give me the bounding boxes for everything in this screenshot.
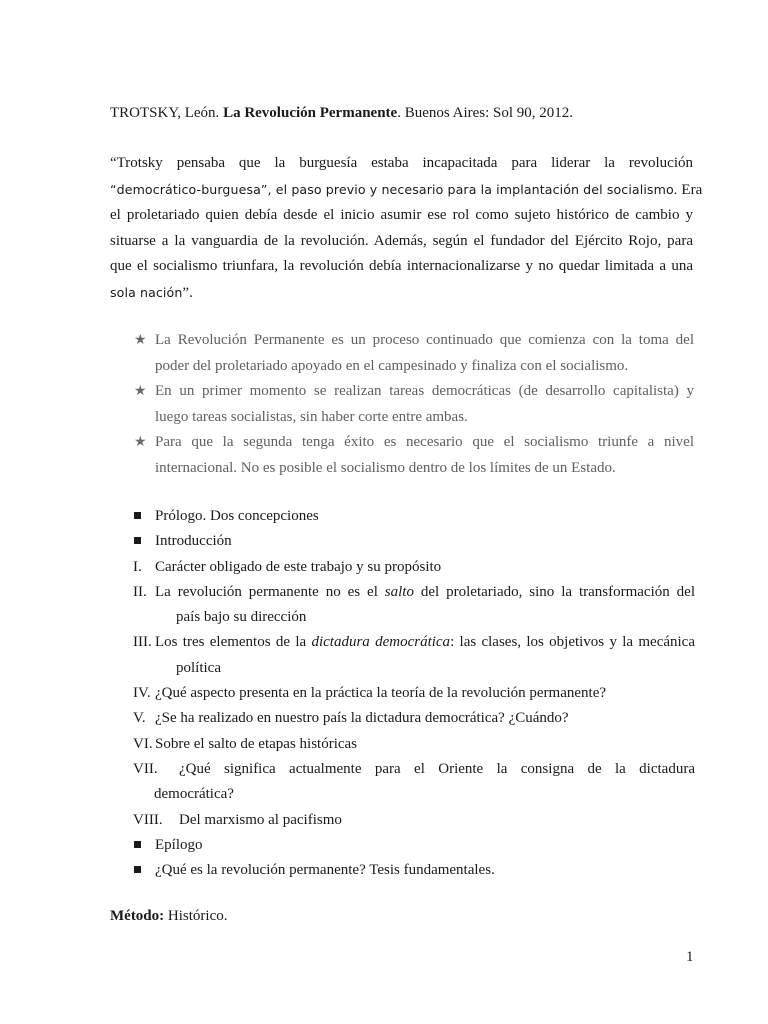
key-point-item [134, 430, 694, 481]
toc-item-text: Epílogo [155, 836, 203, 853]
toc-text-emphasis: salto [384, 583, 414, 600]
toc-roman-numeral: III. [133, 634, 152, 651]
toc-item-epilogo [133, 833, 695, 858]
square-bullet-icon [134, 866, 141, 873]
toc-roman-numeral: VII. [133, 760, 158, 777]
citation-author: TROTSKY, León. [110, 105, 220, 121]
quote-paragraph [110, 151, 703, 306]
toc-text-part: : las clases, los objetivos y la mecánica [450, 634, 695, 651]
toc-item-text: Introducción [155, 533, 232, 550]
toc-item-tesis [133, 858, 695, 883]
toc-item-iii [133, 630, 695, 681]
toc-item-text: ¿Qué aspecto presenta en la práctica la teoría de la revolución permanente? [155, 685, 607, 702]
page-number: 1 [686, 949, 694, 965]
quote-line-tail: Era [677, 181, 703, 198]
toc-roman-numeral: VI. [133, 735, 153, 752]
toc-item-continuation: país bajo su dirección [176, 609, 307, 626]
toc-text-part: del proletariado, sino la transformación del [413, 583, 695, 600]
key-point-line: En un primer momento se realizan tareas democráticas (de desarrollo capitalista) y [155, 383, 694, 399]
toc-item-viii [133, 808, 695, 833]
key-point-line: poder del proletariado apoyado en el campesinado y finaliza con el socialismo. [155, 357, 629, 374]
toc-item-ii [133, 580, 695, 631]
toc-item-text: ¿Se ha realizado en nuestro país la dictadura democrática? ¿Cuándo? [155, 710, 569, 727]
key-point-item [134, 379, 694, 430]
key-point-line: La Revolución Permanente es un proceso continuado que comienza con la toma del [155, 332, 694, 348]
toc-item-v [133, 706, 695, 731]
toc-item-text: Prólogo. Dos concepciones [155, 508, 319, 524]
square-bullet-icon [134, 537, 141, 544]
toc-text-part: Los tres elementos de la [155, 634, 312, 651]
square-bullet-icon [134, 512, 141, 519]
toc-item-text: ¿Qué es la revolución permanente? Tesis fundamentales. [155, 862, 495, 879]
toc-item-prologo [133, 504, 695, 529]
quote-line: que el socialismo triunfara, la revolución debía internacionalizarse y no quedar limitada a una [110, 258, 693, 274]
citation-title: La Revolución Permanente [223, 105, 398, 121]
star-bullet-icon: ★ [134, 384, 147, 399]
toc-item-text: ¿Qué significa actualmente para el Oriente la consigna de la dictadura [179, 760, 695, 777]
toc-item-text: Sobre el salto de etapas históricas [155, 735, 358, 752]
toc-item-i [133, 555, 695, 580]
quote-line: “Trotsky pensaba que la burguesía estaba incapacitada para liderar la revolución [110, 155, 693, 171]
toc-item-introduccion [133, 529, 695, 554]
quote-line [110, 177, 703, 204]
method-line [110, 905, 227, 927]
quote-line-sans: sola nación [110, 284, 183, 300]
key-point-line: Para que la segunda tenga éxito es necesario que el socialismo triunfe a nivel [155, 434, 694, 450]
star-bullet-icon: ★ [134, 333, 147, 348]
quote-line: situarse a la vanguardia de la revolución. Además, según el fundador del Ejército Rojo, para [110, 232, 693, 249]
toc-item-text [155, 580, 695, 605]
star-bullet-icon: ★ [134, 435, 147, 450]
toc-roman-numeral: I. [133, 558, 142, 575]
quote-line: el proletariado quien debía desde el inicio asumir ese rol como sujeto histórico de cambio y [110, 207, 693, 223]
square-bullet-icon [134, 841, 141, 848]
toc-item-vi [133, 732, 695, 757]
toc-item-iv [133, 681, 695, 706]
quote-line-sans: “democrático-burguesa”, el paso previo y necesario para la implantación del socialismo. [110, 181, 678, 197]
key-point-item [134, 328, 694, 379]
toc-roman-numeral: VIII. [133, 811, 163, 828]
key-point-line: luego tareas socialistas, sin haber corte entre ambas. [155, 408, 468, 425]
method-label: Método: [110, 908, 165, 924]
toc-item-text: Del marxismo al pacifismo [179, 811, 342, 828]
toc-roman-numeral: IV. [133, 685, 151, 702]
toc-item-text: Carácter obligado de este trabajo y su propósito [155, 558, 442, 575]
toc-text-part: La revolución permanente no es el [155, 583, 385, 600]
method-value: Histórico. [164, 908, 228, 924]
quote-line [110, 280, 693, 307]
toc-roman-numeral: II. [133, 583, 147, 600]
citation-publisher: . Buenos Aires: Sol 90, 2012. [397, 105, 574, 121]
key-point-line: internacional. No es posible el socialismo dentro de los límites de un Estado. [155, 459, 616, 476]
toc-item-continuation: política [176, 659, 221, 676]
toc-roman-numeral: V. [133, 710, 146, 727]
key-points-list [134, 328, 694, 481]
bibliographic-citation [110, 102, 700, 124]
toc-item-vii [133, 757, 695, 808]
table-of-contents [133, 504, 695, 883]
toc-item-text [155, 630, 695, 655]
quote-line-tail: ”. [182, 284, 193, 301]
toc-text-emphasis: dictadura democrática [311, 634, 451, 651]
toc-item-continuation: democrática? [154, 786, 234, 803]
